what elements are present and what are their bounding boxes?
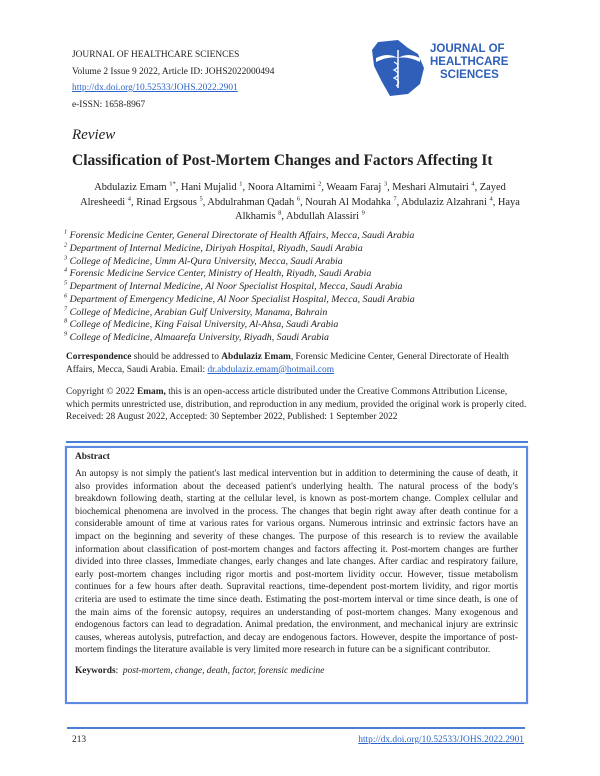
correspondence-name: Abdulaziz Emam bbox=[221, 352, 291, 362]
article-title: Classification of Post-Mortem Changes and Factors Affecting It bbox=[72, 152, 493, 169]
affiliation-number: 4 bbox=[64, 266, 68, 274]
affiliation-number: 6 bbox=[64, 292, 68, 300]
journal-logo bbox=[368, 38, 528, 98]
copyright bbox=[66, 386, 530, 424]
affiliation-text: College of Medicine, King Faisal University, Al-Ahsa, Saudi Arabia bbox=[69, 319, 339, 331]
author-affiliation-marker: 4 bbox=[471, 180, 475, 188]
eissn: e-ISSN: 1658-8967 bbox=[72, 99, 146, 110]
affiliation-text: College of Medicine, Arabian Gulf University, Manama, Bahrain bbox=[69, 306, 328, 318]
author-name: Alresheedi bbox=[80, 196, 128, 208]
affiliation-text: Forensic Medicine Service Center, Ministry of Health, Riyadh, Saudi Arabia bbox=[69, 268, 372, 280]
author-affiliation-marker: 9 bbox=[361, 209, 365, 217]
logo-text-line-1: JOURNAL OF bbox=[430, 43, 505, 55]
affiliation-list bbox=[64, 230, 415, 345]
email-link[interactable]: dr.abdulaziz.emam@hotmail.com bbox=[207, 364, 335, 375]
copyright-holder: Emam, bbox=[136, 387, 166, 397]
author-affiliation-marker: 4 bbox=[489, 195, 493, 203]
footer-divider bbox=[67, 727, 525, 729]
author-name: , Rinad Ergsous bbox=[131, 196, 200, 208]
author-name: , Noora Altamimi bbox=[242, 182, 319, 193]
keywords-label: Keywords bbox=[75, 665, 116, 676]
affiliation-item bbox=[64, 319, 415, 332]
author-affiliation-marker: 1* bbox=[169, 180, 176, 188]
footer-doi-link[interactable]: http://dx.doi.org/10.52533/JOHS.2022.2901 bbox=[358, 735, 524, 745]
author-affiliation-marker: 2 bbox=[318, 180, 322, 188]
affiliation-text: College of Medicine, Almaarefa University, Riyadh, Saudi Arabia bbox=[69, 332, 329, 343]
author-name: , Zayed bbox=[474, 182, 506, 193]
affiliation-item bbox=[64, 230, 415, 243]
affiliation-item bbox=[64, 307, 415, 320]
affiliation-item bbox=[64, 332, 415, 345]
author-name: , Abdulaziz Alzahrani bbox=[396, 196, 490, 208]
affiliation-item bbox=[64, 268, 415, 281]
author-name: , Weaam Faraj bbox=[321, 182, 384, 193]
affiliation-text: College of Medicine, Umm Al-Qura University, Mecca, Saudi Arabia bbox=[69, 255, 343, 267]
page-number: 213 bbox=[72, 735, 87, 745]
section-divider bbox=[66, 441, 528, 443]
author-affiliation-marker: 6 bbox=[296, 195, 301, 203]
abstract-box bbox=[65, 446, 528, 704]
author-line bbox=[60, 210, 540, 225]
affiliation-item bbox=[64, 243, 415, 256]
author-line bbox=[60, 181, 540, 196]
author-name: Alkhamis bbox=[235, 211, 279, 222]
doi-link[interactable]: http://dx.doi.org/10.52533/JOHS.2022.2901 bbox=[72, 83, 238, 93]
author-name: , Abdulrahman Qadah bbox=[202, 196, 297, 208]
correspondence-text: should be addressed to bbox=[131, 352, 222, 362]
author-name: , Abdullah Alassiri bbox=[281, 211, 362, 222]
affiliation-number: 1 bbox=[64, 228, 68, 236]
journal-name: JOURNAL OF HEALTHCARE SCIENCES bbox=[72, 50, 240, 60]
author-list bbox=[60, 181, 540, 225]
affiliation-text: Department of Internal Medicine, Diriyah Hospital, Riyadh, Saudi Arabia bbox=[69, 242, 363, 254]
author-name: , Hani Mujalid bbox=[175, 182, 240, 193]
affiliation-text: Department of Emergency Medicine, Al Noor Specialist Hospital, Mecca, Saudi Arabia bbox=[69, 293, 415, 305]
correspondence-address: , Forensic Medicine Center, General Directorate of Health Affairs, Mecca, Saudi Arabia. Email: bbox=[66, 352, 509, 375]
affiliation-item bbox=[64, 294, 415, 307]
affiliation-item bbox=[64, 281, 415, 294]
affiliation-number: 2 bbox=[64, 241, 68, 249]
correspondence bbox=[66, 351, 530, 376]
affiliation-number: 8 bbox=[64, 317, 68, 325]
author-affiliation-marker: 4 bbox=[127, 195, 131, 203]
author-name: , Nourah Al Modahka bbox=[300, 196, 394, 208]
author-affiliation-marker: 3 bbox=[383, 180, 388, 188]
abstract-heading: Abstract bbox=[75, 452, 110, 462]
author-name: Abdulaziz Emam bbox=[94, 182, 170, 193]
author-line bbox=[60, 196, 540, 211]
affiliation-number: 7 bbox=[64, 305, 68, 313]
affiliation-text: Department of Internal Medicine, Al Noor Specialist Hospital, Mecca, Saudi Arabia bbox=[69, 281, 403, 292]
article-dates: Received: 28 August 2022, Accepted: 30 September 2022, Published: 1 September 2022 bbox=[66, 412, 398, 423]
author-affiliation-marker: 1 bbox=[239, 180, 243, 188]
affiliation-text: Forensic Medicine Center, General Directorate of Health Affairs, Mecca, Saudi Arabia bbox=[69, 230, 415, 241]
affiliation-item bbox=[64, 256, 415, 269]
author-affiliation-marker: 5 bbox=[199, 195, 203, 203]
correspondence-label: Correspondence bbox=[66, 352, 132, 362]
author-affiliation-marker: 7 bbox=[393, 195, 397, 203]
affiliation-number: 5 bbox=[64, 279, 68, 287]
copyright-license: this is an open-access article distributed under the Creative Commons Attribution License, which permits unrestricted use, distribution, and reproduction in any medium, provided the original work is properly cited. bbox=[66, 387, 527, 410]
author-name: , Haya bbox=[492, 196, 520, 208]
logo-text-line-2: HEALTHCARE bbox=[430, 56, 509, 68]
article-type: Review bbox=[72, 127, 116, 143]
journal-header bbox=[72, 47, 274, 113]
logo-text bbox=[430, 43, 508, 82]
volume-line: Volume 2 Issue 9 2022, Article ID: JOHS2022000494 bbox=[72, 66, 275, 77]
affiliation-number: 9 bbox=[64, 330, 68, 338]
author-affiliation-marker: 8 bbox=[278, 209, 282, 217]
copyright-text: Copyright © 2022 bbox=[66, 387, 137, 397]
affiliation-number: 3 bbox=[64, 254, 68, 262]
abstract-text: An autopsy is not simply the patient's last medical intervention but in addition to determining the cause of death, it also provides information about the deceased patient's underlying health. The natural process of the body's breakdown following death, starting at the cellular level, is known as post-mortem change. Complex cellular and biochemical phenomena are involved in the process. The changes that begin right away after death continue for a considerable amount of time at various rates for various organs. Numerous intrinsic and extrinsic factors have an impact on the beginning and severity of these changes. The purpose of this research is to review the available information about classification of post-mortem changes and factors affecting it. Post-mortem changes are further divided into three classes, Immediate changes, early changes and late changes. After cardiac and respiratory failure, early post-mortem changes including rigor mortis and post-mortem lividity occur. However, tissue metabolism continues for a few hours after death. Supravital reactions, time-dependent post-mortem lividity, and rigor mortis criteria are used to estimate the time since death. Estimating the post-mortem interval or time since death, is one of the main aims of the forensic autopsy, requires an understanding of post-mortem changes. Many exogenous and endogenous factors can lead to degradation. Animal predation, the environment, and mechanical injury are extrinsic causes, whereas autolysis, putrefaction, and decay are endogenous factors. However, despite the importance of post-mortem findings the literature available is very limited more research in future can be a significant contributor. bbox=[75, 469, 518, 656]
logo-text-line-3: SCIENCES bbox=[440, 69, 499, 81]
keywords: Keywords: post-mortem, change, death, factor, forensic medicine bbox=[75, 665, 325, 676]
keywords-list: post-mortem, change, death, factor, forensic medicine bbox=[122, 665, 325, 676]
author-name: , Meshari Almutairi bbox=[387, 182, 472, 193]
